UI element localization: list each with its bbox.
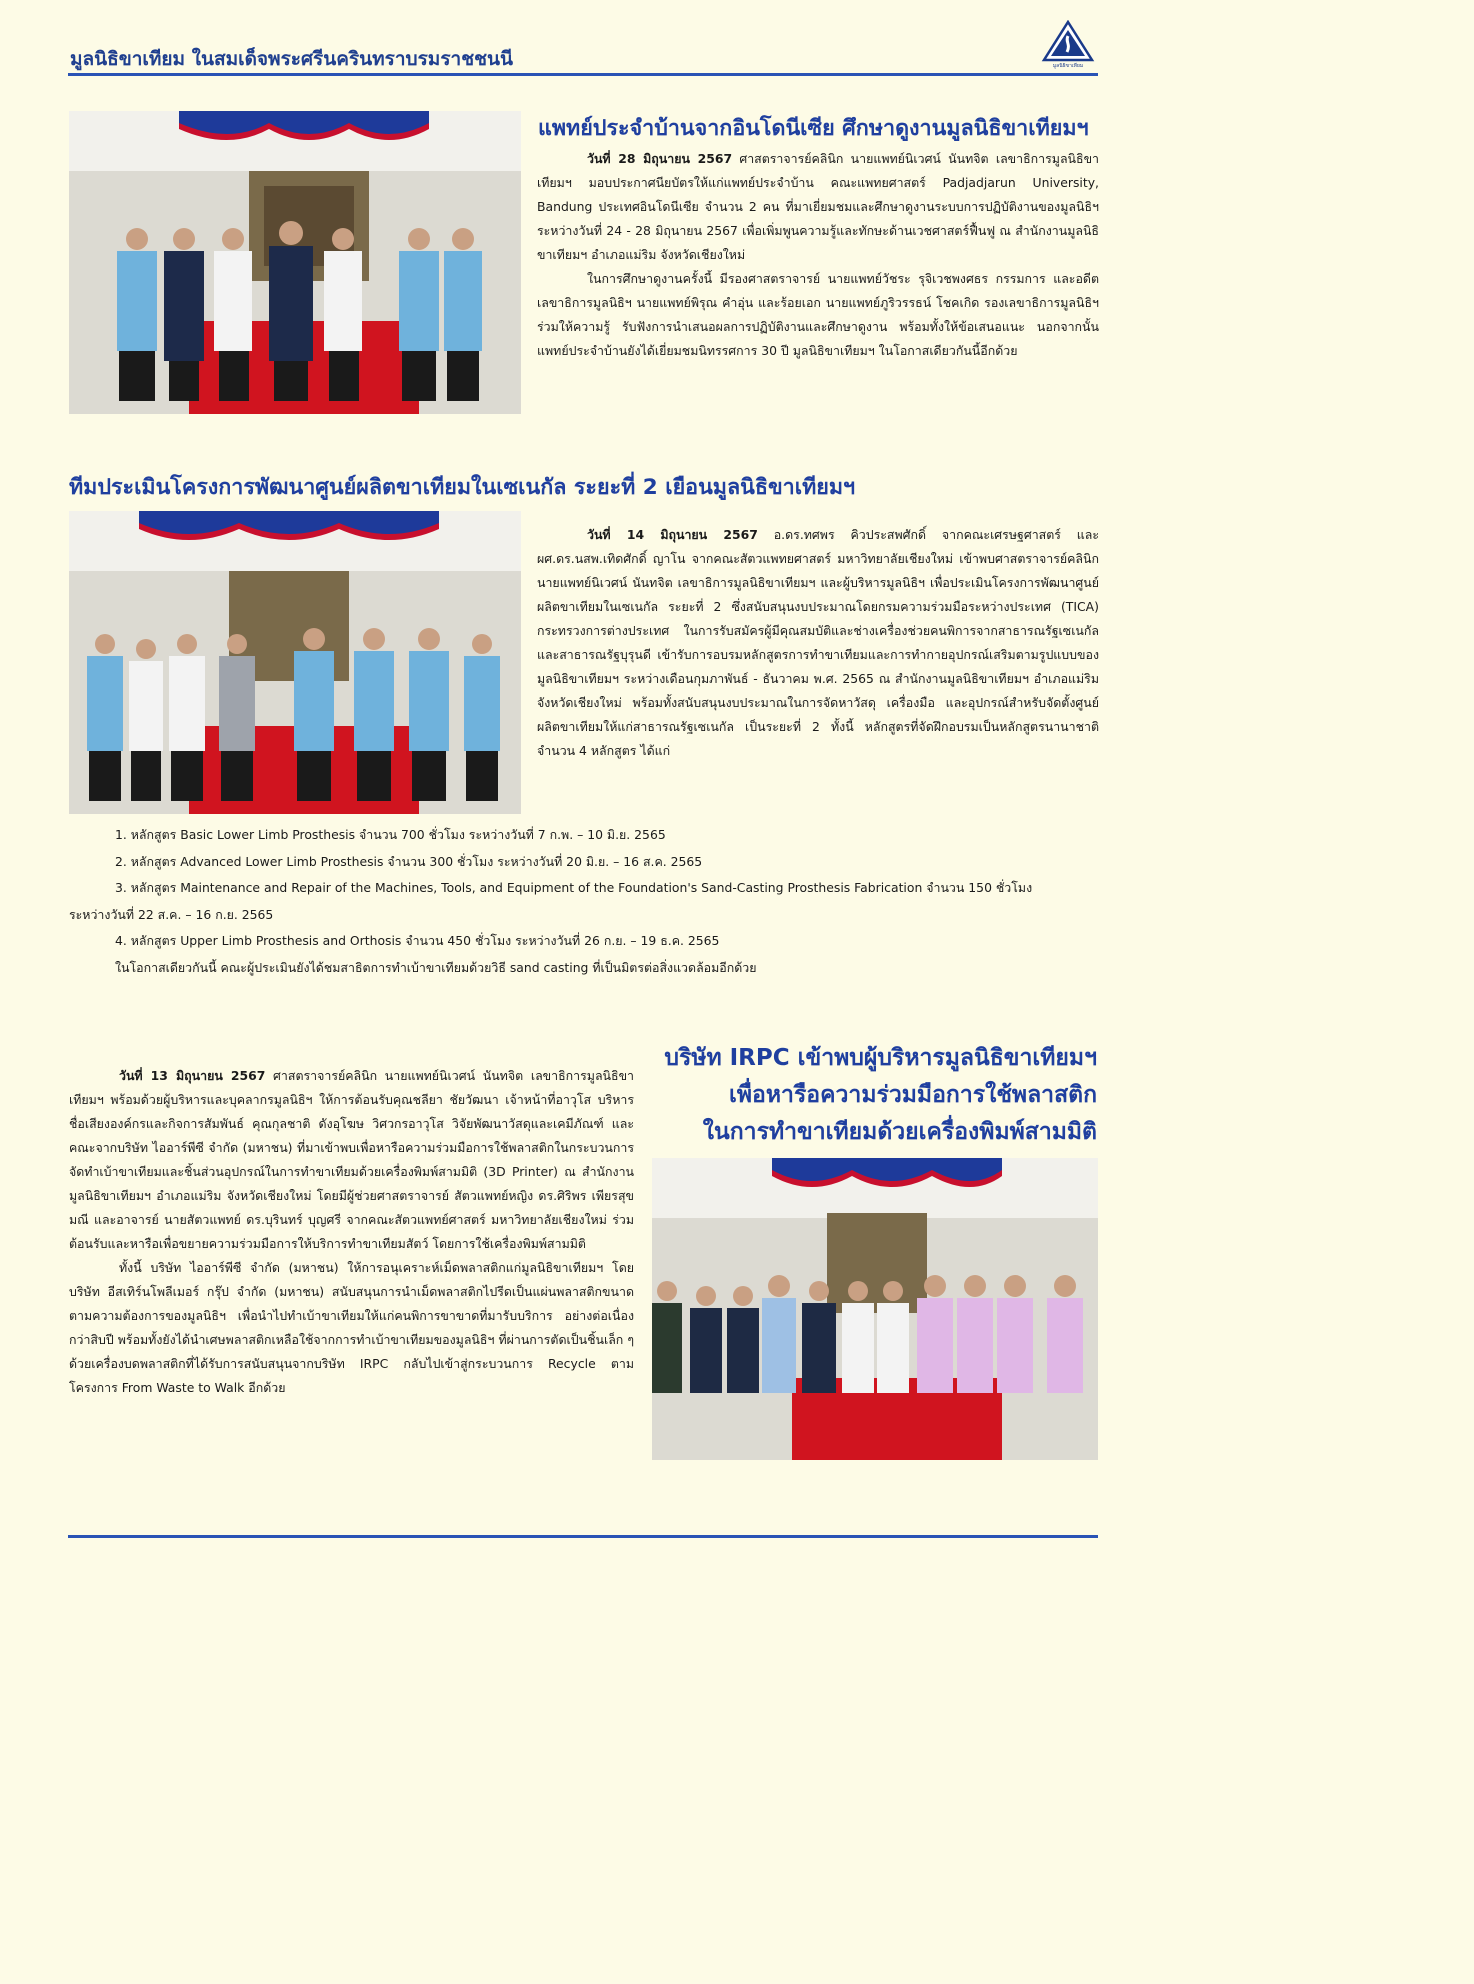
article3-body <box>69 1064 634 1400</box>
article3-paragraph-1: วันที่ 13 มิถุนายน 2567 ศาสตราจารย์คลินิก นายแพทย์นิเวศน์ นันทจิต เลขาธิการมูลนิธิขาเทียมฯ พร้อมด้วยผู้บริหารและบุคลากรมูลนิธิฯ ให้การต้อนรับคุณชลียา ชัยวัฒนา เจ้าหน้าที่อาวุโส บริหารชื่อเสียงองค์กรและกิจการสัมพันธ์ คุณกุลชาติ ดังอุโฆษ วิศวกรอาวุโส วิจัยพัฒนาวัสดุและเคมีภัณฑ์ และคณะจากบริษัท ไออาร์พีซี จำกัด (มหาชน) ที่มาเข้าพบเพื่อหารือความร่วมมือการใช้พลาสติกในกระบวนการจัดทำเบ้าขาเทียมและชิ้นส่วนอุปกรณ์ในการทำขาเทียมด้วยเครื่องพิมพ์สามมิติ (3D Printer) ณ สำนักงานมูลนิธิขาเทียมฯ อำเภอแม่ริม จังหวัดเชียงใหม่ โดยมีผู้ช่วยศาสตราจารย์ สัตวแพทย์หญิง ดร.ศิริพร เพียรสุขมณี และอาจารย์ นายสัตวแพทย์ ดร.บุรินทร์ บุญศรี จากคณะสัตวแพทย์ศาสตร์ มหาวิทยาลัยเชียงใหม่ ร่วมต้อนรับและหารือเพื่อขยายความร่วมมือการให้บริการทำขาเทียมสัตว์ โดยการใช้เครื่องพิมพ์สามมิติ <box>69 1068 635 1251</box>
article3-title-line-3: ในการทำขาเทียมด้วยเครื่องพิมพ์สามมิติ <box>702 1119 1097 1145</box>
foundation-logo-icon <box>1040 20 1096 64</box>
article1-paragraph-1: วันที่ 28 มิถุนายน 2567 ศาสตราจารย์คลินิก นายแพทย์นิเวศน์ นันทจิต เลขาธิการมูลนิธิขาเทียมฯ มอบประกาศนียบัตรให้แก่แพทย์ประจำบ้าน คณะแพทยศาสตร์ Padjadjarun University, Bandung ประเทศอินโดนีเซีย จำนวน 2 คน ที่มาเยี่ยมชมและศึกษาดูงานระบบการปฏิบัติงานของมูลนิธิฯ ระหว่างวันที่ 24 - 28 มิถุนายน 2567 เพื่อเพิ่มพูนความรู้และทักษะด้านเวชศาสตร์ฟื้นฟู ณ สำนักงานมูลนิธิขาเทียมฯ อำเภอแม่ริม จังหวัดเชียงใหม่ <box>537 151 1100 262</box>
page-header-title: มูลนิธิขาเทียม ในสมเด็จพระศรีนครินทราบรมราชชนนี <box>70 48 513 70</box>
article2-paragraph-1: วันที่ 14 มิถุนายน 2567 อ.ดร.ทศพร คิวประสพศักดิ์ จากคณะเศรษฐศาสตร์ และ ผศ.ดร.นสพ.เทิดศักดิ์ ญาโน จากคณะสัตวแพทยศาสตร์ มหาวิทยาลัยเชียงใหม่ เข้าพบศาสตราจารย์คลินิก นายแพทย์นิเวศน์ นันทจิต เลขาธิการมูลนิธิขาเทียมฯ และผู้บริหารมูลนิธิฯ เพื่อประเมินโครงการพัฒนาศูนย์ผลิตขาเทียมในเซเนกัล ระยะที่ 2 ซึ่งสนับสนุนงบประมาณโดยกรมความร่วมมือระหว่างประเทศ (TICA) กระทรวงการต่างประเทศ ในการรับสมัครผู้มีคุณสมบัติและช่างเครื่องช่วยคนพิการจากสาธารณรัฐเซเนกัลและสาธารณรัฐบุรุนดี เข้ารับการอบรมหลักสูตรการทำขาเทียมและการทำกายอุปกรณ์เสริมตามรูปแบบของมูลนิธิขาเทียมฯ ระหว่างเดือนกุมภาพันธ์ - ธันวาคม พ.ศ. 2565 ณ สำนักงานมูลนิธิขาเทียมฯ อำเภอแม่ริม จังหวัดเชียงใหม่ พร้อมทั้งสนับสนุนงบประมาณในการจัดหาวัสดุ เครื่องมือ และอุปกรณ์สำหรับจัดตั้งศูนย์ผลิตขาเทียมให้แก่สาธารณรัฐเซเนกัล เป็นระยะที่ 2 ทั้งนี้ หลักสูตรที่จัดฝึกอบรมเป็นหลักสูตรนานาชาติ จำนวน 4 หลักสูตร ได้แก่ <box>537 527 1100 758</box>
footer-divider <box>68 1535 1098 1538</box>
article1-title: แพทย์ประจำบ้านจากอินโดนีเซีย ศึกษาดูงานมูลนิธิขาเทียมฯ <box>538 116 1089 141</box>
course-item-1: 1. หลักสูตร Basic Lower Limb Prosthesis จำนวน 700 ชั่วโมง ระหว่างวันที่ 7 ก.พ. – 10 มิ.ย. 2565 <box>115 827 666 842</box>
course-item-3-continued: ระหว่างวันที่ 22 ส.ค. – 16 ก.ย. 2565 <box>69 906 274 922</box>
course-item-3: 3. หลักสูตร Maintenance and Repair of the Machines, Tools, and Equipment of the Foundation's Sand-Casting Prosthesis Fabrication จำนวน 150 ชั่วโมง <box>115 880 1033 895</box>
logo-caption: มูลนิธิขาเทียม <box>1052 63 1084 69</box>
article1-photo <box>69 111 521 414</box>
article1-body <box>537 147 1099 363</box>
article3-date: วันที่ 13 มิถุนายน 2567 <box>119 1068 266 1083</box>
foundation-logo <box>1040 20 1096 72</box>
course-item-4: 4. หลักสูตร Upper Limb Prosthesis and Orthosis จำนวน 450 ชั่วโมง ระหว่างวันที่ 26 ก.ย. – 19 ธ.ค. 2565 <box>115 933 720 948</box>
article3-photo <box>652 1158 1098 1460</box>
article1-paragraph-2: ในการศึกษาดูงานครั้งนี้ มีรองศาสตราจารย์ นายแพทย์วัชระ รุจิเวชพงศธร กรรมการ และอดีตเลขาธิการมูลนิธิฯ นายแพทย์พิรุณ คำอุ่น และร้อยเอก นายแพทย์ภูริวรรธน์ โชคเกิด รองเลขาธิการมูลนิธิฯ ร่วมให้ความรู้ รับฟังการนำเสนอผลการปฏิบัติงานและศึกษาดูงาน พร้อมทั้งให้ข้อเสนอแนะ นอกจากนั้นแพทย์ประจำบ้านยังได้เยี่ยมชมนิทรรศการ 30 ปี มูลนิธิขาเทียมฯ ในโอกาสเดียวกันนี้อีกด้วย <box>537 271 1099 358</box>
article3-title-line-2: เพื่อหารือความร่วมมือการใช้พลาสติก <box>729 1082 1097 1108</box>
header-divider <box>68 73 1098 76</box>
article2-photo <box>69 511 521 814</box>
article3-title-line-1: บริษัท IRPC เข้าพบผู้บริหารมูลนิธิขาเทียมฯ <box>664 1045 1097 1071</box>
article3-paragraph-2: ทั้งนี้ บริษัท ไออาร์พีซี จำกัด (มหาชน) ให้การอนุเคราะห์เม็ดพลาสติกแก่มูลนิธิขาเทียมฯ โดยบริษัท อีสเทิร์นโพลีเมอร์ กรุ๊ป จำกัด (มหาชน) สนับสนุนการนำเม็ดพลาสติกไปรีดเป็นแผ่นพลาสติกขนาดตามความต้องการของมูลนิธิฯ เพื่อนำไปทำเบ้าขาเทียมให้แก่คนพิการขาขาดที่มารับบริการ อย่างต่อเนื่องกว่าสิบปี พร้อมทั้งยังได้นำเศษพลาสติกเหลือใช้จากการทำเบ้าขาเทียมของมูลนิธิฯ ที่ผ่านการตัดเป็นชิ้นเล็ก ๆ ด้วยเครื่องบดพลาสติกที่ได้รับการสนับสนุนจากบริษัท IRPC กลับไปเข้าสู่กระบวนการ Recycle ตามโครงการ From Waste to Walk อีกด้วย <box>69 1260 634 1395</box>
course-item-2: 2. หลักสูตร Advanced Lower Limb Prosthesis จำนวน 300 ชั่วโมง ระหว่างวันที่ 20 มิ.ย. – 16 ส.ค. 2565 <box>115 853 703 869</box>
article1-date: วันที่ 28 มิถุนายน 2567 <box>587 151 733 166</box>
article3-title <box>600 1040 1097 1151</box>
article2-closing: ในโอกาสเดียวกันนี้ คณะผู้ประเมินยังได้ชมสาธิตการทำเบ้าขาเทียมด้วยวิธี sand casting ที่เป็นมิตรต่อสิ่งแวดล้อมอีกด้วย <box>115 959 757 975</box>
article2-body <box>537 523 1099 763</box>
article2-course-list <box>69 822 1109 981</box>
article2-date: วันที่ 14 มิถุนายน 2567 <box>587 527 758 542</box>
article2-title: ทีมประเมินโครงการพัฒนาศูนย์ผลิตขาเทียมในเซเนกัล ระยะที่ 2 เยือนมูลนิธิขาเทียมฯ <box>69 475 856 500</box>
